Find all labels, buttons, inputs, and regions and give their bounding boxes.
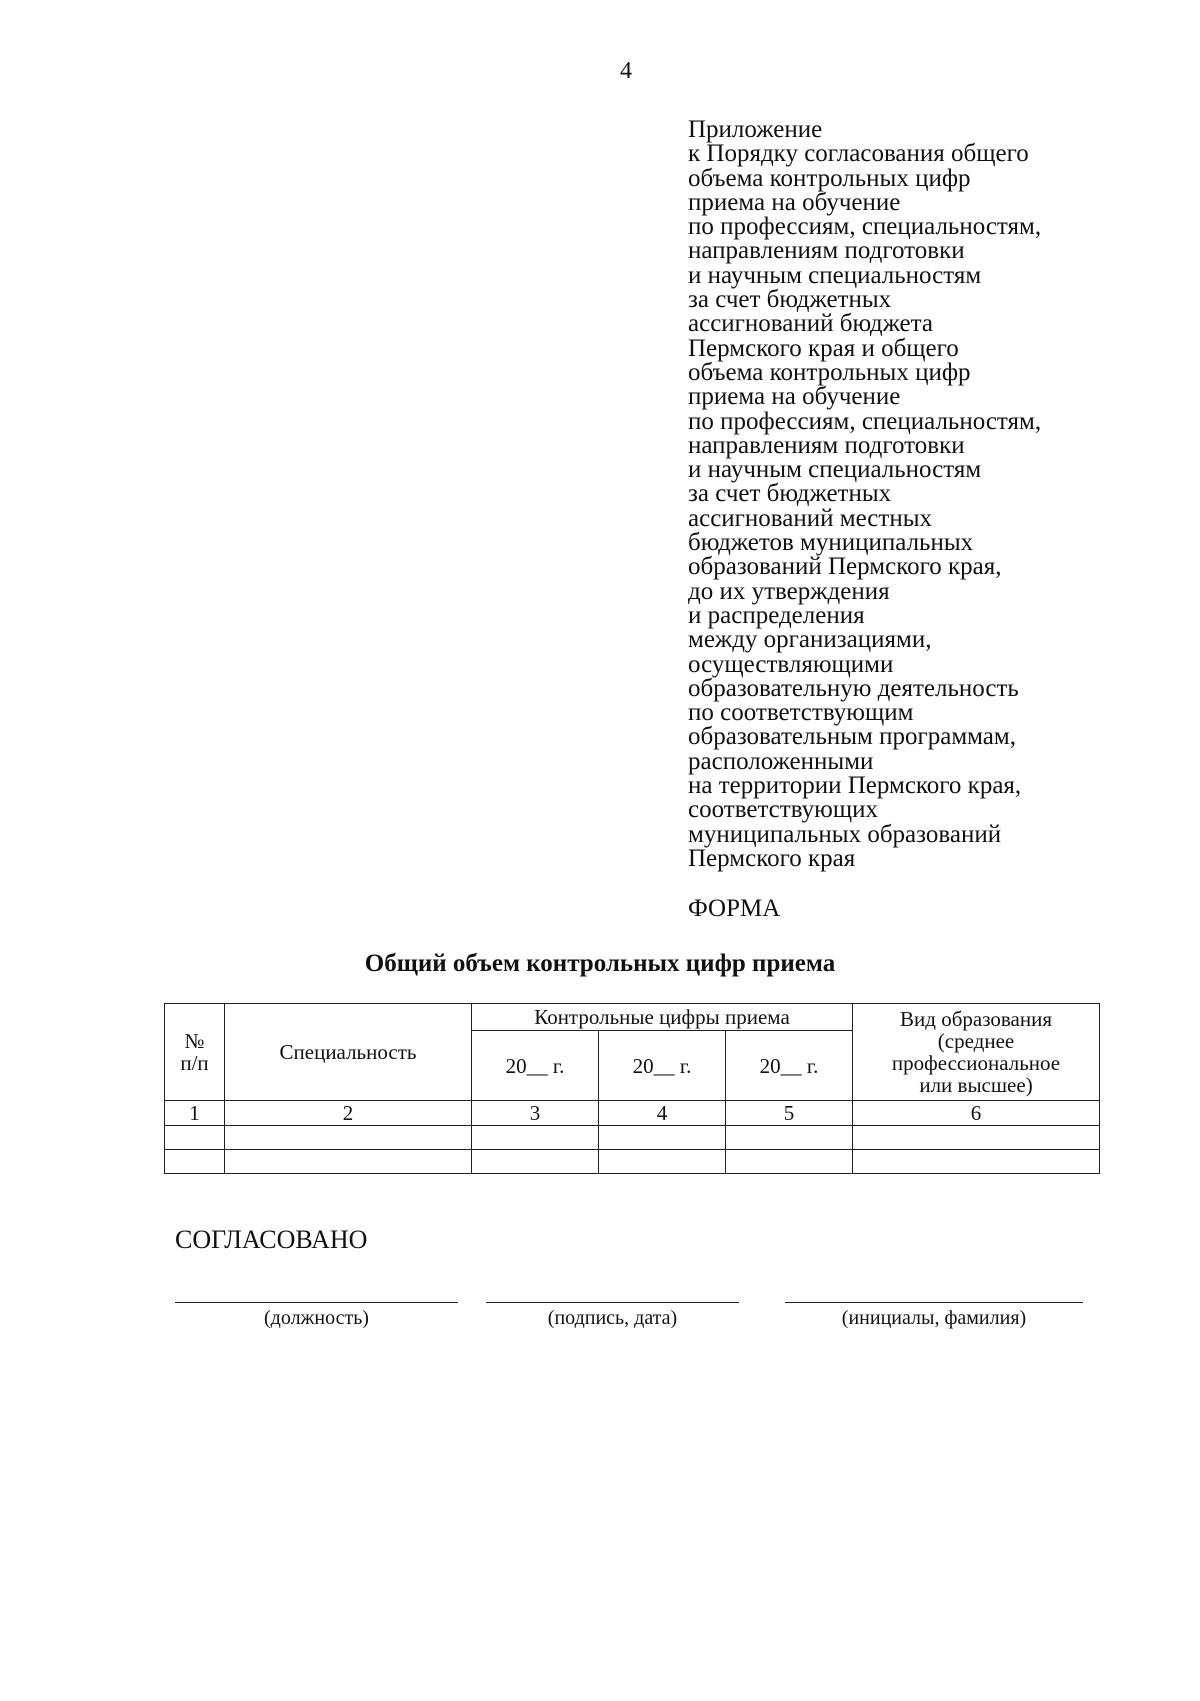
column-number: 4: [599, 1101, 726, 1126]
signature-field-signature-date: [486, 1302, 739, 1330]
header-number-line1: №: [184, 1029, 205, 1053]
appendix-line: за счет бюджетных: [688, 286, 892, 314]
header-type-line2: (среднее: [937, 1029, 1015, 1053]
header-number: [165, 1004, 225, 1101]
header-type-line4: или высшее): [919, 1073, 1033, 1097]
table-cell: [165, 1150, 225, 1174]
column-number: 1: [165, 1101, 225, 1126]
appendix-line: направлениям подготовки: [688, 431, 965, 459]
appendix-line: образовательную деятельность: [688, 674, 1019, 702]
page-number: 4: [620, 58, 632, 84]
header-number-line2: п/п: [180, 1051, 209, 1075]
header-specialty: Специальность: [225, 1004, 472, 1101]
agreed-label: СОГЛАСОВАНО: [175, 1225, 368, 1254]
appendix-line: за счет бюджетных: [688, 480, 892, 508]
table-cell: [472, 1150, 599, 1174]
appendix-line: направлениям подготовки: [688, 237, 965, 265]
appendix-line: и научным специальностям: [688, 261, 982, 289]
header-type-line3: профессиональное: [891, 1051, 1061, 1075]
appendix-line: объема контрольных цифр: [688, 358, 971, 386]
appendix-line: между организациями,: [688, 626, 932, 654]
appendix-line: образований Пермского края,: [688, 553, 1002, 581]
table-cell: [599, 1150, 726, 1174]
appendix-line: объема контрольных цифр: [688, 164, 971, 192]
appendix-line: Пермского края и общего: [688, 334, 959, 362]
appendix-line: Пермского края: [688, 844, 856, 872]
appendix-line: ассигнований местных: [688, 504, 932, 532]
table-cell: [225, 1126, 472, 1150]
table-cell: [853, 1150, 1100, 1174]
appendix-line: ассигнований бюджета: [688, 310, 933, 338]
signature-caption: (инициалы, фамилия): [841, 1307, 1027, 1329]
appendix-line: расположенными: [688, 747, 874, 775]
table-cell: [599, 1126, 726, 1150]
column-number: 5: [726, 1101, 853, 1126]
column-number: 6: [853, 1101, 1100, 1126]
signature-field-position: [175, 1302, 458, 1330]
appendix-line: по профессиям, специальностям,: [688, 213, 1042, 241]
appendix-line: и научным специальностям: [688, 456, 982, 484]
appendix-line: к Порядку согласования общего: [688, 140, 1029, 168]
header-year-1: 20__ г.: [472, 1031, 599, 1101]
table-cell: [853, 1126, 1100, 1150]
appendix-line: образовательным программам,: [688, 723, 1016, 751]
form-label: ФОРМА: [688, 895, 781, 922]
appendix-block: [688, 118, 1158, 871]
document-title: Общий объем контрольных цифр приема: [364, 950, 836, 977]
table-cell: [726, 1126, 853, 1150]
appendix-line: до их утверждения: [688, 577, 890, 605]
appendix-line: и распределения: [688, 601, 865, 629]
header-type-line1: Вид образования: [900, 1007, 1052, 1031]
appendix-line: бюджетов муниципальных: [688, 529, 974, 557]
header-education-type: [853, 1004, 1100, 1101]
appendix-line: соответствующих: [688, 796, 878, 824]
column-number: 2: [225, 1101, 472, 1126]
appendix-line: на территории Пермского края,: [688, 772, 1022, 800]
signature-caption: (подпись, дата): [547, 1307, 678, 1329]
appendix-line: осуществляющими: [688, 650, 894, 678]
signature-field-name: [785, 1302, 1083, 1330]
appendix-line: по соответствующим: [688, 699, 914, 727]
appendix-line: приема на обучение: [688, 383, 901, 411]
column-number: 3: [472, 1101, 599, 1126]
header-year-3: 20__ г.: [726, 1031, 853, 1101]
table-cell: [726, 1150, 853, 1174]
table-cell: [225, 1150, 472, 1174]
appendix-line: муниципальных образований: [688, 820, 1002, 848]
table-cell: [472, 1126, 599, 1150]
table-row: [165, 1126, 1100, 1150]
header-control-figures: Контрольные цифры приема: [472, 1004, 853, 1031]
appendix-line: Приложение: [688, 116, 823, 143]
column-numbering-row: [165, 1101, 1100, 1126]
table-cell: [165, 1126, 225, 1150]
signature-caption: (должность): [264, 1307, 369, 1329]
appendix-line: приема на обучение: [688, 188, 901, 216]
control-figures-table: [164, 1003, 1100, 1174]
appendix-line: по профессиям, специальностям,: [688, 407, 1042, 435]
table-row: [165, 1150, 1100, 1174]
header-year-2: 20__ г.: [599, 1031, 726, 1101]
